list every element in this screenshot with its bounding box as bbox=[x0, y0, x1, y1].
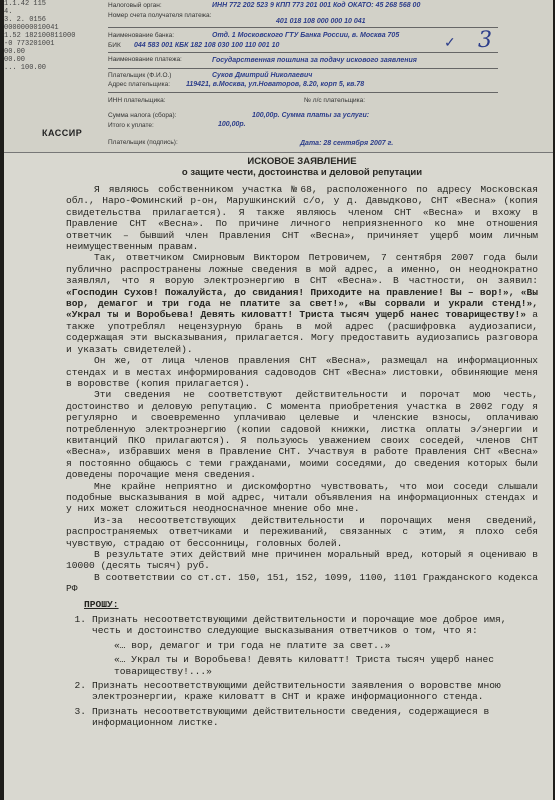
receipt-value: 119421, в.Москва, ул.Новаторов, 8.20, корп 5, кв.78 bbox=[186, 81, 365, 88]
claim-document bbox=[66, 156, 538, 729]
paragraph: В соответствии со ст.ст. 150, 151, 152, 1099, 1100, 1101 Гражданского кодекса РФ bbox=[66, 571, 538, 595]
stub-line: 1.1.42 115 bbox=[4, 0, 47, 8]
receipt-label: Плательщик (Ф.И.О.) bbox=[108, 72, 172, 79]
list-item: «… Украл ты и Воробьева! Девять киловатт! Триста тысяч ущерб нанес товариществу!...» bbox=[114, 654, 494, 677]
receipt-label: Адрес плательщика: bbox=[108, 81, 171, 88]
stub-line: ... 100.00 bbox=[4, 64, 47, 72]
stub-line: 1.52 182100811000 bbox=[4, 32, 76, 40]
stub-line: 0000000010041 bbox=[4, 24, 59, 32]
stub-line: 3. 2. 0156 bbox=[4, 16, 47, 24]
receipt-value: Дата: 28 сентября 2007 г. bbox=[300, 140, 394, 147]
receipt-value: 401 018 108 000 000 10 041 bbox=[276, 18, 366, 25]
list-item: 3. Признать несоответствующими действительности сведения, содержащиеся в информационном листке. bbox=[74, 705, 490, 729]
paragraph: Я являюсь собственником участка №68, расположенного по адресу Московская обл., Наро-Фоминский р-он, Марушкинский с/о, у д. Давыдково, СНТ «Весна» (копия свидетельства прилагается). Я также являюсь членом СНТ «Весна» и вхожу в Правление СНТ «Весна». По причине личного неприязненного ко мне отношения ответчик – бывший член Правления СНТ «Весна», причиняет ущерб моим личным неимущественным правам. bbox=[66, 184, 538, 253]
receipt-label: Плательщик (подпись): bbox=[108, 139, 178, 146]
receipt-value: 100,00р. Сумма платы за услуги: bbox=[252, 112, 370, 119]
request-heading: ПРОШУ: bbox=[84, 598, 119, 610]
paragraph: Мне крайне неприятно и дискомфортно чувствовать, что мои соседи слышали подобные высказывания в мой адрес, читали объявления на информационных стендах и у них может сложиться неодносначное мнение обо мне. bbox=[66, 480, 538, 515]
receipt-value: Суков Дмитрий Николаевич bbox=[212, 72, 313, 79]
quoted-statements: «Господин Сухов! Пожалуйста, до свидания! Приходите на правление! Вы – вор!», «Вы вор, демагог и три года не платите за свет!», «Вы сорвали и украли стенд!», «Украл ты и Воробьева! Девять киловатт! Триста тысяч ущерб нанес товариществу!» bbox=[66, 286, 538, 321]
stub-line: -0 773201001 bbox=[4, 40, 55, 48]
receipt-label: БИК bbox=[108, 42, 121, 49]
receipt-value: 044 583 001 КБК 182 108 030 100 110 001 10 bbox=[134, 42, 280, 49]
paragraph: Он же, от лица членов правления СНТ «Весна», размещал на информационных стендах и в местах информирования садоводов СНТ «Весна» листовки, обвиняющие меня в воровстве (копия прилагается). bbox=[66, 355, 538, 389]
document-title: ИСКОВОЕ ЗАЯВЛЕНИЕ bbox=[247, 156, 357, 167]
document-page bbox=[4, 0, 553, 800]
paragraph: Так, ответчиком Смирновым Виктором Петровичем, 7 сентября 2007 года были публично распространены ложные сведения в мой адрес, а именно, он неоднократно заявлял, что я ворую электроэнергию в СНТ «Весна». В частности, он заявил: «Господин Сухов! Пожалуйста, до свидания! Приходите на правление! Вы – вор!», «Вы вор, демагог и три года не платите за свет!», «Вы сорвали и украли стенд!», «Украл ты и Воробьева! Девять киловатт! Триста тысяч ущерб нанес товариществу!» а также употреблял нецензурную брань в мой адрес (расшифровка аудиозаписи, содержащая эти высказывания, прилагается. Могу предоставить аудиозапись разговора и указать свидетелей). bbox=[66, 252, 538, 355]
receipt-label: Наименование платежа: bbox=[108, 56, 182, 63]
receipt-label: Итого к уплате: bbox=[108, 122, 154, 129]
stub-line: 4. bbox=[4, 8, 13, 16]
receipt-label: Налоговый орган: bbox=[108, 2, 162, 9]
receipt-stub bbox=[4, 0, 100, 72]
receipt-value: № л/с плательщика: bbox=[304, 97, 366, 104]
receipt-value: ИНН 772 202 523 9 КПП 773 201 001 Код ОКАТО: 45 268 568 00 bbox=[212, 2, 421, 9]
stub-line: 00.00 bbox=[4, 56, 26, 64]
document-subtitle: о защите чести, достоинства и деловой репутации bbox=[181, 167, 423, 178]
list-item: 1. Признать несоответствующими действительности и порочащие мое доброе имя, честь и достоинство следующие высказывания ответчиков о том, что я: bbox=[74, 614, 507, 637]
receipt-value: Отд. 1 Московского ГТУ Банка России, в. Москва 705 bbox=[212, 32, 400, 39]
payment-receipt bbox=[4, 0, 553, 153]
paragraph: Из-за несоответствующих действительности и порочащих меня сведений, распространяемых ответчиками и переживаний, связанных с этим, я плохо себя чувствую, страдаю от бессонницы, головных болей. bbox=[66, 514, 538, 549]
paragraph: Эти сведения не соответствуют действительности и порочат мою честь, достоинство и деловую репутацию. С момента приобретения участка в 2002 году я регулярно и своевременно уплачиваю целевые и членские взносы, оплачиваю потребленную электроэнергию (копии садовой книжки, листка оплаты э/энергии и квитанций ПКО прилагаются). Я пользуюсь уважением своих соседей, членов СНТ «Весна», избравших меня в Правление СНТ. Участвуя в работе Правления СНТ «Весна» я постоянно общаюсь с теми гражданами, моими соседями, до сведения которых были доведены порочащие меня сведения. bbox=[66, 389, 538, 481]
cashier-label: КАССИР bbox=[42, 128, 83, 138]
list-item: 2. Признать несоответствующими действительности заявления о воровстве мною электроэнергии, краже киловатт в СНТ и краже информационного стенда. bbox=[74, 680, 501, 703]
receipt-value: Государственная пошлина за подачу искового заявления bbox=[212, 57, 417, 64]
receipt-value: 100,00р. bbox=[218, 121, 246, 128]
handwritten-check-icon: ✓ bbox=[444, 34, 456, 50]
receipt-label: Номер счета получателя платежа: bbox=[108, 12, 212, 19]
paragraph: В результате этих действий мне причинен моральный вред, который я оцениваю в 10000 (десять тысяч) руб. bbox=[66, 549, 538, 572]
handwritten-number: 3 bbox=[478, 28, 492, 53]
receipt-label: Наименование банка: bbox=[108, 32, 175, 39]
list-item: «… вор, демагог и три года не платите за свет..» bbox=[114, 639, 391, 651]
receipt-label: Сумма налога (сбора): bbox=[108, 112, 177, 119]
stub-line: 00.00 bbox=[4, 48, 26, 56]
receipt-label: ИНН плательщика: bbox=[108, 97, 166, 104]
